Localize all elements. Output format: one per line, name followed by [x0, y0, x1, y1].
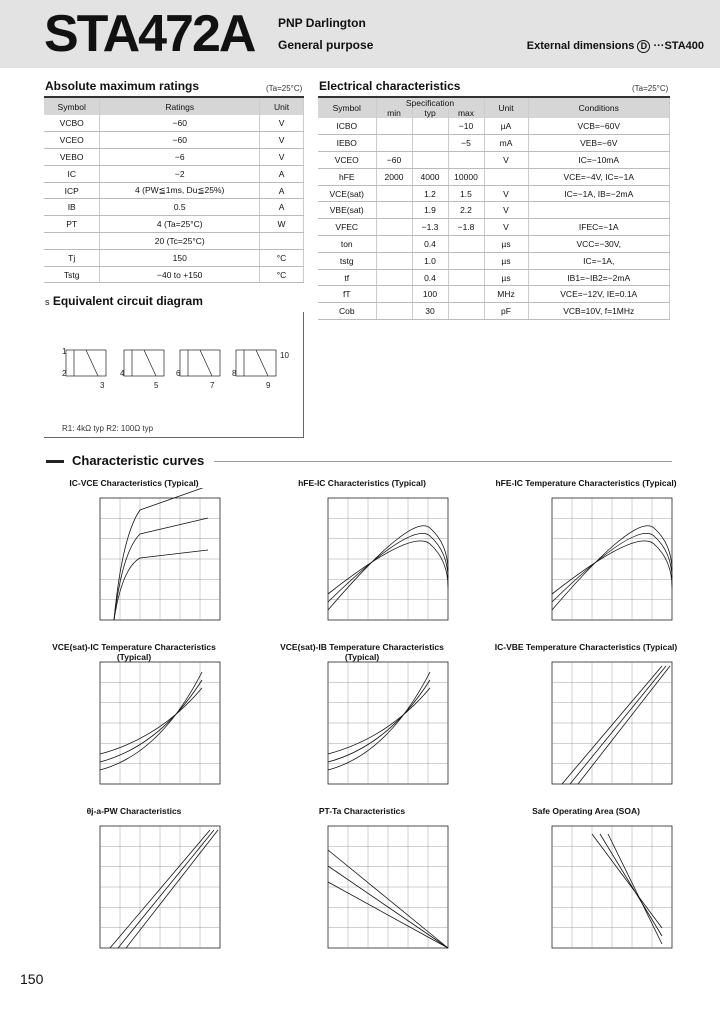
chart-curve: [100, 688, 202, 754]
ext-mark: D: [637, 40, 650, 53]
curves-title: Characteristic curves: [72, 453, 205, 468]
chart-plot: [44, 652, 224, 802]
elec-cell: IEBO: [318, 135, 376, 152]
elec-cell: 0.4: [412, 236, 448, 253]
elec-cell: [376, 252, 412, 269]
elec-cell: VBE(sat): [318, 202, 376, 219]
abs-h-ratings: Ratings: [100, 97, 260, 115]
elec-cell: 0.4: [412, 269, 448, 286]
chart-title: PT-Ta Characteristics: [318, 806, 406, 816]
elec-cell: tf: [318, 269, 376, 286]
abs-h-unit: Unit: [260, 97, 304, 115]
chart-panel: [496, 806, 676, 966]
chart-plot: [272, 488, 452, 638]
chart-plot: [496, 488, 676, 638]
elec-cell: −60: [376, 152, 412, 169]
elec-cell: V: [484, 202, 528, 219]
abs-row: [44, 249, 304, 266]
elec-cell: [448, 236, 484, 253]
chart-curve: [100, 680, 202, 762]
elec-row: [318, 252, 670, 269]
chart-panel: [272, 478, 452, 638]
elec-cell: [376, 118, 412, 135]
elec-h-min: min: [376, 108, 412, 118]
pin-10: 10: [280, 351, 289, 360]
pin-2: 2: [62, 369, 67, 378]
elec-cell: 1.5: [448, 185, 484, 202]
elec-cell: [448, 252, 484, 269]
elec-cell: VCC=−30V,: [528, 236, 670, 253]
abs-row: [44, 266, 304, 283]
abs-cell: V: [260, 132, 304, 149]
abs-cell: A: [260, 165, 304, 182]
abs-cell: 20 (Tc=25°C): [100, 233, 260, 250]
chart-curve: [114, 518, 208, 620]
pin-5: 5: [154, 381, 159, 390]
chart-curve: [328, 672, 430, 770]
abs-row: [44, 233, 304, 250]
elec-cell: V: [484, 185, 528, 202]
pin-8: 8: [232, 369, 237, 378]
elec-cell: tstg: [318, 252, 376, 269]
ext-label: External dimensions: [526, 40, 635, 52]
elec-cell: −1.8: [448, 219, 484, 236]
elec-cell: ICBO: [318, 118, 376, 135]
elec-cell: −1.3: [412, 219, 448, 236]
abs-cell: −60: [100, 132, 260, 149]
elec-row: [318, 118, 670, 135]
elec-cell: IC=−1A, IB=−2mA: [528, 185, 670, 202]
abs-row: [44, 165, 304, 182]
elec-cell: [376, 135, 412, 152]
abs-cell: Tstg: [44, 266, 100, 283]
elec-cell: 1.9: [412, 202, 448, 219]
elec-cond: (Ta=25°C): [632, 84, 669, 93]
chart-panel: [44, 642, 224, 802]
abs-cell: A: [260, 199, 304, 216]
header-band: [0, 0, 720, 68]
elec-cell: Cob: [318, 303, 376, 320]
chart-plot: [44, 816, 224, 966]
abs-cell: VEBO: [44, 149, 100, 166]
elec-cell: hFE: [318, 168, 376, 185]
elec-cell: IC=−10mA: [528, 152, 670, 169]
chart-curve: [114, 550, 208, 620]
abs-cond: (Ta=25°C): [266, 84, 303, 93]
elec-cell: MHz: [484, 286, 528, 303]
abs-cell: VCEO: [44, 132, 100, 149]
abs-cell: IB: [44, 199, 100, 216]
abs-cell: IC: [44, 165, 100, 182]
pin-4: 4: [120, 369, 125, 378]
chart-curve: [118, 830, 214, 948]
chart-title: IC-VBE Temperature Characteristics (Typical): [494, 642, 678, 652]
abs-cell: −40 to +150: [100, 266, 260, 283]
elec-cell: pF: [484, 303, 528, 320]
elec-row: [318, 303, 670, 320]
abs-cell: Tj: [44, 249, 100, 266]
elec-row: [318, 152, 670, 169]
abs-cell: W: [260, 216, 304, 233]
elec-cell: 30: [412, 303, 448, 320]
elec-cell: −10: [448, 118, 484, 135]
elec-cell: [376, 236, 412, 253]
elec-cell: [376, 202, 412, 219]
elec-row: [318, 286, 670, 303]
elec-title: Electrical characteristics: [319, 79, 461, 93]
section-rule: [214, 461, 672, 462]
abs-row: [44, 149, 304, 166]
elec-cell: [376, 303, 412, 320]
elec-cell: [376, 286, 412, 303]
elec-cell: 2.2: [448, 202, 484, 219]
abs-cell: [44, 233, 100, 250]
elec-row: [318, 219, 670, 236]
elec-h-conditions: Conditions: [528, 97, 670, 118]
chart-curve: [328, 688, 430, 754]
circuit-title-text: Equivalent circuit diagram: [52, 294, 203, 308]
elec-cell: VCE(sat): [318, 185, 376, 202]
elec-cell: IFEC=−1A: [528, 219, 670, 236]
elec-cell: VFEC: [318, 219, 376, 236]
chart-panel: [496, 642, 676, 802]
abs-row: [44, 199, 304, 216]
abs-title: Absolute maximum ratings: [45, 79, 200, 93]
elec-cell: 2000: [376, 168, 412, 185]
elec-cell: µA: [484, 118, 528, 135]
pin-9: 9: [266, 381, 271, 390]
elec-cell: VCEO: [318, 152, 376, 169]
chart-plot: [44, 488, 224, 638]
circuit-bullet: s: [45, 297, 50, 307]
chart-plot: [496, 652, 676, 802]
elec-cell: V: [484, 152, 528, 169]
elec-cell: 4000: [412, 168, 448, 185]
chart-plot: [272, 816, 452, 966]
elec-cell: V: [484, 219, 528, 236]
chart-panel: [272, 806, 452, 966]
elec-row: [318, 202, 670, 219]
chart-panel: [44, 478, 224, 638]
elec-cell: [448, 152, 484, 169]
abs-cell: °C: [260, 249, 304, 266]
circuit-box: [44, 312, 304, 438]
elec-cell: [412, 118, 448, 135]
abs-row: [44, 216, 304, 233]
elec-cell: VCE=−12V, IE=0.1A: [528, 286, 670, 303]
elec-cell: [376, 219, 412, 236]
section-marker: [46, 460, 64, 463]
pin-1: 1: [62, 347, 67, 356]
external-dimensions: [527, 40, 704, 53]
circuit-footnote: R1: 4kΩ typ R2: 100Ω typ: [62, 424, 154, 433]
chart-title: IC-VCE Characteristics (Typical): [69, 478, 199, 488]
chart-curve: [328, 680, 430, 762]
abs-cell: −2: [100, 165, 260, 182]
elec-table: [318, 96, 670, 320]
part-number: STA472A: [44, 5, 255, 63]
chart-panel: [272, 642, 452, 802]
chart-title: Safe Operating Area (SOA): [532, 806, 640, 816]
chart-curve: [570, 666, 666, 784]
abs-cell: ICP: [44, 182, 100, 199]
abs-row: [44, 115, 304, 132]
ext-package: ···STA400: [653, 40, 704, 52]
elec-cell: [448, 269, 484, 286]
elec-row: [318, 168, 670, 185]
elec-cell: [376, 269, 412, 286]
chart-title: VCE(sat)-IB Temperature Characteristics (Typical): [280, 642, 444, 662]
elec-cell: [412, 152, 448, 169]
chart-title: VCE(sat)-IC Temperature Characteristics (Typical): [52, 642, 216, 662]
abs-cell: −6: [100, 149, 260, 166]
device-type: PNP Darlington: [278, 16, 366, 30]
elec-h-typ: typ: [412, 108, 448, 118]
abs-cell: VCBO: [44, 115, 100, 132]
elec-cell: ton: [318, 236, 376, 253]
abs-cell: 4 (Ta=25°C): [100, 216, 260, 233]
chart-curve: [578, 666, 670, 784]
elec-row: [318, 269, 670, 286]
elec-row: [318, 236, 670, 253]
abs-cell: V: [260, 149, 304, 166]
abs-cell: A: [260, 182, 304, 199]
chart-plot: [272, 652, 452, 802]
elec-h-max: max: [448, 108, 484, 118]
elec-cell: IB1=−IB2=−2mA: [528, 269, 670, 286]
pin-3: 3: [100, 381, 105, 390]
chart-curve: [600, 834, 662, 936]
elec-cell: [412, 135, 448, 152]
elec-cell: [448, 303, 484, 320]
pin-7: 7: [210, 381, 215, 390]
elec-cell: VEB=−6V: [528, 135, 670, 152]
abs-cell: °C: [260, 266, 304, 283]
equivalent-circuit-diagram: [44, 312, 304, 438]
elec-cell: [484, 168, 528, 185]
abs-h-symbol: Symbol: [44, 97, 100, 115]
chart-panel: [44, 806, 224, 966]
elec-cell: 1.0: [412, 252, 448, 269]
abs-cell: 150: [100, 249, 260, 266]
abs-cell: V: [260, 115, 304, 132]
abs-table: [44, 96, 304, 283]
abs-cell: 4 (PW≦1ms, Du≦25%): [100, 182, 260, 199]
pin-6: 6: [176, 369, 181, 378]
elec-cell: µs: [484, 236, 528, 253]
abs-cell: [260, 233, 304, 250]
chart-title: hFE-IC Characteristics (Typical): [298, 478, 426, 488]
chart-curve: [100, 672, 202, 770]
elec-cell: 100: [412, 286, 448, 303]
elec-cell: VCB=−60V: [528, 118, 670, 135]
elec-cell: [528, 202, 670, 219]
chart-plot: [496, 816, 676, 966]
chart-title: θj-a-PW Characteristics: [86, 806, 182, 816]
abs-cell: −60: [100, 115, 260, 132]
elec-cell: fT: [318, 286, 376, 303]
elec-cell: mA: [484, 135, 528, 152]
elec-cell: µs: [484, 252, 528, 269]
chart-title: hFE-IC Temperature Characteristics (Typical): [495, 478, 677, 488]
elec-cell: −5: [448, 135, 484, 152]
elec-cell: 10000: [448, 168, 484, 185]
chart-panel: [496, 478, 676, 638]
elec-cell: VCE=−4V, IC=−1A: [528, 168, 670, 185]
elec-row: [318, 135, 670, 152]
abs-row: [44, 132, 304, 149]
elec-cell: µs: [484, 269, 528, 286]
elec-cell: [376, 185, 412, 202]
chart-curve: [592, 834, 662, 928]
elec-cell: 1.2: [412, 185, 448, 202]
elec-cell: IC=−1A,: [528, 252, 670, 269]
elec-cell: [448, 286, 484, 303]
elec-h-symbol: Symbol: [318, 97, 376, 118]
page-number: 150: [20, 971, 44, 987]
elec-h-spec: Specification: [376, 97, 484, 108]
abs-cell: 0.5: [100, 199, 260, 216]
elec-row: [318, 185, 670, 202]
device-purpose: General purpose: [278, 38, 374, 52]
elec-cell: VCB=10V, f=1MHz: [528, 303, 670, 320]
abs-row: [44, 182, 304, 199]
elec-h-unit: Unit: [484, 97, 528, 118]
abs-cell: PT: [44, 216, 100, 233]
circuit-title: [45, 294, 203, 308]
